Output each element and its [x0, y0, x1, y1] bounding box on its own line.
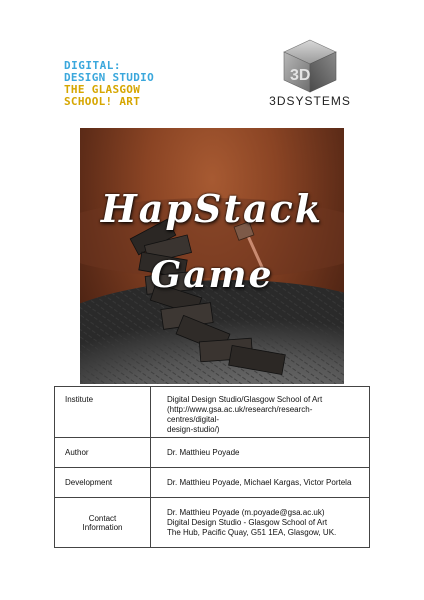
institute-value-line: design-studio/)	[167, 425, 220, 434]
table-row	[55, 438, 370, 468]
institute-value-line: (http://www.gsa.ac.uk/research/research-centres/digital-	[167, 405, 313, 424]
3d-cube-mark: 3D	[290, 67, 311, 84]
table-row	[55, 468, 370, 498]
author-value	[151, 438, 370, 468]
cover-image	[80, 128, 344, 384]
contact-label-line: Contact	[88, 513, 117, 523]
dds-logo-line1: DIGITAL:	[64, 59, 121, 72]
dds-logo-line3: THE GLASGOW	[64, 83, 141, 96]
cover-title-line2: Game	[150, 254, 274, 296]
development-value	[151, 468, 370, 498]
3d-cube-icon	[230, 38, 390, 94]
info-table	[54, 386, 370, 548]
dds-logo-line4: SCHOOL! ART	[64, 95, 141, 108]
contact-value	[151, 498, 370, 548]
institute-value-line: Digital Design Studio/Glasgow School of Art	[167, 395, 323, 404]
cover-title-line1: HapStack	[100, 186, 324, 231]
dds-gsa-logo	[64, 60, 184, 110]
table-row	[55, 498, 370, 548]
author-label: Author	[55, 438, 151, 468]
institute-value	[151, 387, 370, 438]
institute-label: Institute	[55, 387, 151, 438]
3d-systems-wordmark: 3DSYSTEMS	[269, 94, 351, 108]
table-row	[55, 387, 370, 438]
contact-value-line: Digital Design Studio - Glasgow School of Art	[167, 517, 328, 527]
contact-label-line: Information	[82, 522, 123, 532]
3d-systems-logo	[230, 38, 390, 110]
development-label: Development	[55, 468, 151, 498]
contact-value-line: The Hub, Pacific Quay, G51 1EA, Glasgow, UK.	[167, 527, 337, 537]
contact-value-line: Dr. Matthieu Poyade (m.poyade@gsa.ac.uk)	[167, 507, 325, 517]
development-value-line: Dr. Matthieu Poyade, Michael Kargas, Victor Portela	[167, 477, 352, 487]
dds-logo-line2: DESIGN STUDIO	[64, 71, 154, 84]
author-value-line: Dr. Matthieu Poyade	[167, 447, 240, 457]
contact-label	[55, 498, 151, 548]
